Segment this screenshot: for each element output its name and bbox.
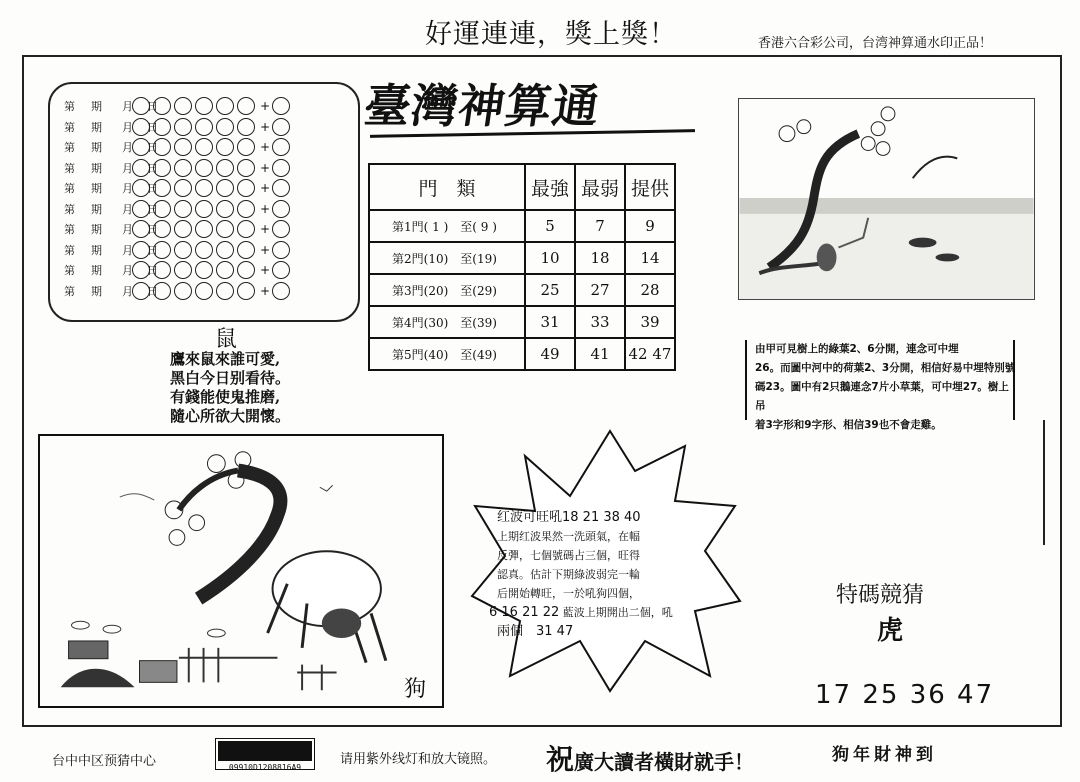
number-circle (174, 159, 192, 177)
number-circle (174, 138, 192, 156)
number-circle (174, 179, 192, 197)
uv-note: 请用紫外线灯和放大镜照。 (340, 752, 497, 767)
issue-label-part: 日 (147, 264, 158, 278)
number-circle (132, 282, 150, 300)
plus-sign: + (260, 242, 271, 257)
burst-text (489, 508, 717, 641)
number-circle (174, 282, 192, 300)
issue-row (64, 178, 348, 199)
slogan: 好運連連，獎上獎！ (425, 19, 677, 50)
weak-cell: 27 (575, 274, 625, 306)
issue-label-part: 日 (147, 120, 158, 134)
issue-row (64, 240, 348, 261)
number-circle (237, 159, 255, 177)
issue-label-part: 第 (64, 100, 75, 114)
number-circle (237, 138, 255, 156)
category-cell: 第2門(10) 至(19) (369, 242, 525, 274)
note-line: 着3字形和9字形、相信39也不會走雞。 (755, 419, 942, 431)
table-row (369, 242, 675, 274)
note-line: 由甲可見樹上的綠葉2、6分開，連念可中埋 (755, 343, 959, 355)
issue-row (64, 260, 348, 281)
issue-label (64, 201, 158, 217)
blessing-first: 祝 (546, 743, 575, 776)
plus-sign: + (260, 263, 271, 278)
issue-label (64, 242, 158, 258)
note-line: 碼23。圖中有2只鵝連念7片小草葉，可中埋27。樹上吊 (755, 381, 1009, 412)
footer-right: 狗年財神到 (832, 745, 937, 765)
barcode-text: 09910D1208816A9 (228, 763, 302, 772)
number-circle (195, 241, 213, 259)
category-cell: 第5門(40) 至(49) (369, 338, 525, 370)
offer-cell: 9 (625, 210, 675, 242)
number-circle (237, 179, 255, 197)
special-number-circle (272, 282, 290, 300)
burst-line: 反彈，七個號碼占三個，旺得 (497, 549, 640, 562)
issue-label (64, 98, 158, 114)
strong-cell: 5 (525, 210, 575, 242)
number-circle (237, 241, 255, 259)
table-row (369, 210, 675, 242)
burst-numbers: 6 16 21 22 (489, 605, 560, 620)
weak-cell: 41 (575, 338, 625, 370)
number-circle (237, 282, 255, 300)
number-circle (174, 241, 192, 259)
issue-label-part: 日 (147, 223, 158, 237)
special-number-circle (272, 200, 290, 218)
zodiac-poem (170, 350, 290, 426)
issue-label-part: 期 (91, 243, 102, 257)
number-circle (153, 179, 171, 197)
issue-label (64, 180, 158, 196)
number-circle (216, 241, 234, 259)
burst-line: 后開始轉旺，一於吼狗四個， (497, 587, 640, 600)
special-number-circle (272, 97, 290, 115)
issue-label-part: 日 (147, 243, 158, 257)
footer-center-name: 台中中区预猜中心 (52, 754, 157, 769)
number-circle (153, 118, 171, 136)
number-circle (195, 159, 213, 177)
issue-label (64, 262, 158, 278)
strong-cell: 10 (525, 242, 575, 274)
issue-label-part: 日 (147, 161, 158, 175)
issue-label-part: 期 (91, 284, 102, 298)
number-circle (174, 97, 192, 115)
issue-label-part: 期 (91, 202, 102, 216)
number-circle (153, 159, 171, 177)
header-category: 門 類 (369, 164, 525, 210)
issue-label-part: 日 (147, 202, 158, 216)
number-circle (174, 220, 192, 238)
corner-zodiac-char: 狗 (404, 677, 427, 702)
special-number-circle (272, 261, 290, 279)
tree-animal-picture (38, 434, 444, 708)
divider-line (1043, 420, 1045, 545)
issue-label-part: 第 (64, 223, 75, 237)
number-circle (195, 220, 213, 238)
number-circle (216, 200, 234, 218)
header-weak: 最弱 (575, 164, 625, 210)
number-circle (237, 261, 255, 279)
plus-sign: + (260, 181, 271, 196)
issue-label-part: 月 (122, 223, 133, 237)
issue-label (64, 283, 158, 299)
issue-label-part: 月 (122, 284, 133, 298)
poem-line: 有錢能使鬼推磨, (170, 388, 281, 406)
special-number-circle (272, 138, 290, 156)
number-circle (153, 220, 171, 238)
special-number-circle (272, 241, 290, 259)
weak-cell: 7 (575, 210, 625, 242)
number-circle (153, 282, 171, 300)
issue-label-part: 第 (64, 120, 75, 134)
number-circle (132, 241, 150, 259)
number-circle (216, 261, 234, 279)
special-number-circle (272, 220, 290, 238)
issue-label (64, 139, 158, 155)
issue-label-part: 第 (64, 182, 75, 196)
issue-label-part: 月 (122, 264, 133, 278)
plus-sign: + (260, 119, 271, 134)
issue-label-part: 期 (91, 161, 102, 175)
issue-row (64, 281, 348, 302)
number-circle (237, 118, 255, 136)
strong-cell: 25 (525, 274, 575, 306)
header-strong: 最強 (525, 164, 575, 210)
issue-label-part: 月 (122, 100, 133, 114)
number-circle (153, 138, 171, 156)
plus-sign: + (260, 283, 271, 298)
plus-sign: + (260, 201, 271, 216)
offer-cell: 14 (625, 242, 675, 274)
offer-cell: 28 (625, 274, 675, 306)
issue-label-part: 期 (91, 182, 102, 196)
plus-sign: + (260, 222, 271, 237)
blessing-rest: 廣大讀者橫財就手！ (574, 750, 755, 774)
special-number-circle (272, 179, 290, 197)
table-row (369, 306, 675, 338)
issue-label (64, 160, 158, 176)
blessing (546, 738, 754, 778)
number-circle (216, 118, 234, 136)
number-circle (174, 118, 192, 136)
stats-table (368, 163, 676, 371)
number-circle (132, 118, 150, 136)
special-guess-numbers: 17 25 36 47 (815, 680, 995, 710)
category-cell: 第3門(20) 至(29) (369, 274, 525, 306)
issue-label (64, 119, 158, 135)
number-circle (237, 97, 255, 115)
strong-cell: 49 (525, 338, 575, 370)
issue-label-part: 月 (122, 161, 133, 175)
number-circle (216, 159, 234, 177)
number-circle (153, 241, 171, 259)
number-circle (174, 200, 192, 218)
number-circle (195, 200, 213, 218)
category-cell: 第4門(30) 至(39) (369, 306, 525, 338)
number-circle (153, 97, 171, 115)
special-guess-title: 特碼競猜 (836, 583, 925, 608)
issue-label-part: 期 (91, 264, 102, 278)
poem-line: 鷹來鼠來誰可愛, (170, 350, 281, 368)
issue-label-part: 日 (147, 284, 158, 298)
special-guess-zodiac: 虎 (877, 616, 904, 646)
table-row (369, 274, 675, 306)
offer-cell: 39 (625, 306, 675, 338)
category-cell: 第1門( 1 ) 至( 9 ) (369, 210, 525, 242)
burst-line: 認真。估計下期綠波弱完一輪 (497, 568, 640, 581)
number-circle (174, 261, 192, 279)
issue-label-part: 月 (122, 182, 133, 196)
zodiac-title: 鼠 (215, 327, 238, 352)
number-circle (153, 200, 171, 218)
number-circle (153, 261, 171, 279)
barcode-bars (218, 741, 312, 761)
number-circle (237, 200, 255, 218)
issue-label-part: 期 (91, 120, 102, 134)
issue-label-part: 日 (147, 182, 158, 196)
issue-label-part: 期 (91, 100, 102, 114)
number-circle (237, 220, 255, 238)
number-circle (195, 138, 213, 156)
issue-label-part: 日 (147, 100, 158, 114)
issue-label-part: 期 (91, 141, 102, 155)
number-circle (216, 179, 234, 197)
number-circle (195, 261, 213, 279)
issue-row (64, 137, 348, 158)
plus-sign: + (260, 140, 271, 155)
barcode (215, 738, 315, 770)
number-circle (195, 97, 213, 115)
crane-tree-picture (738, 98, 1035, 300)
special-number-circle (272, 118, 290, 136)
number-circle (195, 118, 213, 136)
issue-label-part: 月 (122, 141, 133, 155)
issue-row (64, 219, 348, 240)
burst-line5-text: 藍波上期開出二個，吼 (562, 606, 673, 619)
issue-label (64, 221, 158, 237)
issue-label-part: 期 (91, 223, 102, 237)
plus-sign: + (260, 99, 271, 114)
number-circle (132, 159, 150, 177)
issue-grid (48, 82, 360, 322)
offer-cell: 42 47 (625, 338, 675, 370)
issue-label-part: 月 (122, 202, 133, 216)
weak-cell: 33 (575, 306, 625, 338)
issue-label-part: 第 (64, 161, 75, 175)
burst-line: 兩個 31 47 (497, 624, 574, 639)
issue-label-part: 第 (64, 284, 75, 298)
issue-row (64, 96, 348, 117)
poem-line: 隨心所欲大開懷。 (170, 407, 291, 425)
issue-label-part: 第 (64, 264, 75, 278)
issue-label-part: 月 (122, 243, 133, 257)
number-circle (216, 282, 234, 300)
table-row (369, 338, 675, 370)
company-notice: 香港六合彩公司，台湾神算通水印正品！ (758, 36, 993, 51)
note-line: 26。而圖中河中的荷葉2、3分開，相信好易中埋特別號 (755, 362, 1016, 374)
number-circle (195, 282, 213, 300)
burst-line (489, 603, 717, 622)
header-offer: 提供 (625, 164, 675, 210)
burst-line: 上期红波果然一洗頭氣，在幅 (497, 530, 640, 543)
number-circle (195, 179, 213, 197)
issue-label-part: 第 (64, 243, 75, 257)
special-number-circle (272, 159, 290, 177)
issue-label-part: 第 (64, 141, 75, 155)
issue-row (64, 117, 348, 138)
issue-label-part: 日 (147, 141, 158, 155)
picture-note (755, 340, 1017, 435)
strong-cell: 31 (525, 306, 575, 338)
issue-row (64, 158, 348, 179)
number-circle (132, 200, 150, 218)
issue-row (64, 199, 348, 220)
burst-head: 红波可旺吼18 21 38 40 (497, 510, 641, 525)
number-circle (216, 97, 234, 115)
number-circle (216, 138, 234, 156)
issue-label-part: 第 (64, 202, 75, 216)
poem-line: 黑白今日别看待。 (170, 369, 291, 387)
issue-label-part: 月 (122, 120, 133, 134)
page-title: 臺灣神算通 (360, 79, 604, 133)
plus-sign: + (260, 160, 271, 175)
weak-cell: 18 (575, 242, 625, 274)
number-circle (216, 220, 234, 238)
